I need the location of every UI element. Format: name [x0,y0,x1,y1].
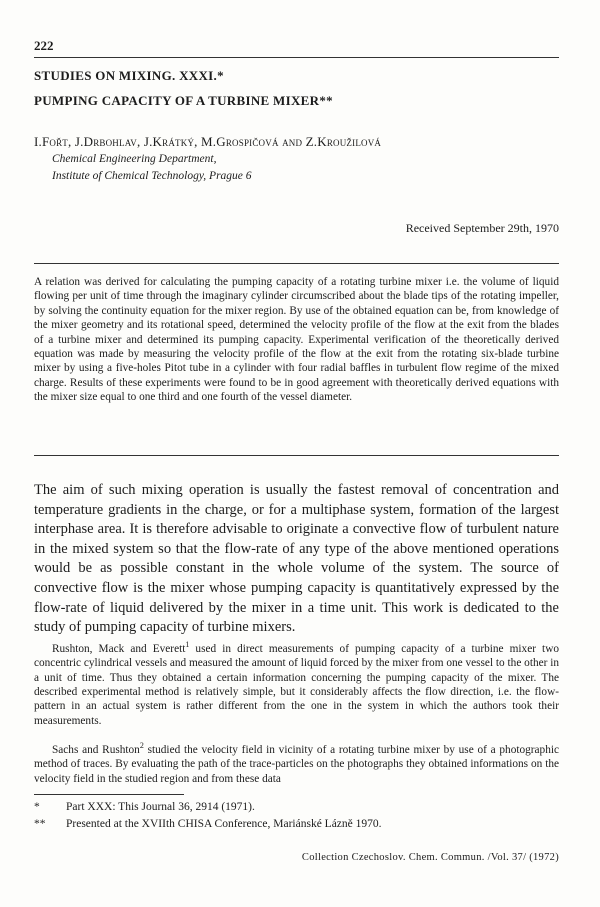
body-paragraph-2 [34,739,559,786]
abstract-top-rule [34,263,559,264]
affiliation-line-1: Chemical Engineering Department, [52,153,217,165]
abstract-bottom-rule [34,455,559,456]
page-number: 222 [34,38,54,53]
footnote-mark: * [34,801,40,813]
footnote-1 [34,801,255,813]
citation-authors: Sachs and Rushton [52,743,140,756]
reference-mark: 2 [139,741,144,750]
received-date: Received September 29th, 1970 [405,221,559,235]
abstract: A relation was derived for calculating the pumping capacity of a rotating turbine mixer i.e. the volume of liquid flowing per unit of time through the imaginary cylinder circumscribed about the blade tips of the rotating impeller, by solving the continuity equation for the mixer region. By use of the obtained equation can be, from knowledge of the mixer geometry and its rotational speed, determined the velocity profile of the flow at the exit from the blades of a turbine mixer and determined its pumping capacity. Experimental verification of the theoretically derived equation was made by measuring the velocity profile of the flow at the exit from the rotating six-blade turbine mixer by using a five-holes Pitot tube in a cylinder with four radial baffles in turbulent flow regime of the mixed charge. Results of these experiments were found to be in good agreement with theoretically derived equations with the mixer size equal to one third and one fourth of the vessel diameter. [34,276,559,404]
journal-footer: Collection Czechoslov. Chem. Commun. /Vol. 37/ (1972) [301,852,559,863]
footnote-rule [34,794,184,795]
footnote-mark: ** [34,818,46,830]
author-list: I.Fořt, J.Drbohlav, J.Krátký, M.Grospičová and Z.Kroužilová [34,134,382,149]
footnote-text: Part XXX: This Journal 36, 2914 (1971). [66,801,255,813]
header-rule [34,57,559,58]
introduction-paragraph: The aim of such mixing operation is usually the fastest removal of concentration and temperature gradients in the charge, or for a multiphase system, formation of the largest interphase area. It is therefore advisable to originate a convective flow of turbulent nature in the mixed system so that the flow-rate of any type of the above mentioned operations would be as possible constant in the whole volume of the system. The source of convective flow is the mixer whose pumping capacity is quantitatively expressed by the flow-rate of liquid delivered by the mixer in a time unit. This work is dedicated to the study of pumping capacity of turbine mixers. [34,482,559,636]
paragraph-text: studied the velocity field in vicinity of a rotating turbine mixer by use of a photographic method of traces. By evaluating the path of the trace-particles on the photographs they obtained informations on the velocity field in the studied region and from these data [34,743,560,785]
paper-title: PUMPING CAPACITY OF A TURBINE MIXER** [34,93,333,108]
footnote-2 [34,818,382,830]
series-title: STUDIES ON MIXING. XXXI.* [34,68,224,83]
body-paragraph-1 [34,638,559,728]
paragraph-text: used in direct measurements of pumping capacity of a turbine mixer two concentric cylindrical vessels and measured the amount of liquid forced by the mixer from one vessel to the other in a unit of time. Thus they obtained a certain information concerning the pumping capacity of the mixer. The described experimental method is relatively simple, but it considerably affects the flow direction, i.e. the flow-pattern in an actual system is rather different from the one in the system in which the authors took their measurements. [34,642,559,727]
citation-authors: Rushton, Mack and Everett [52,642,186,655]
reference-mark: 1 [185,640,190,649]
affiliation-line-2: Institute of Chemical Technology, Prague 6 [52,170,252,182]
footnote-text: Presented at the XVIIth CHISA Conference, Mariánské Lázně 1970. [66,818,382,830]
